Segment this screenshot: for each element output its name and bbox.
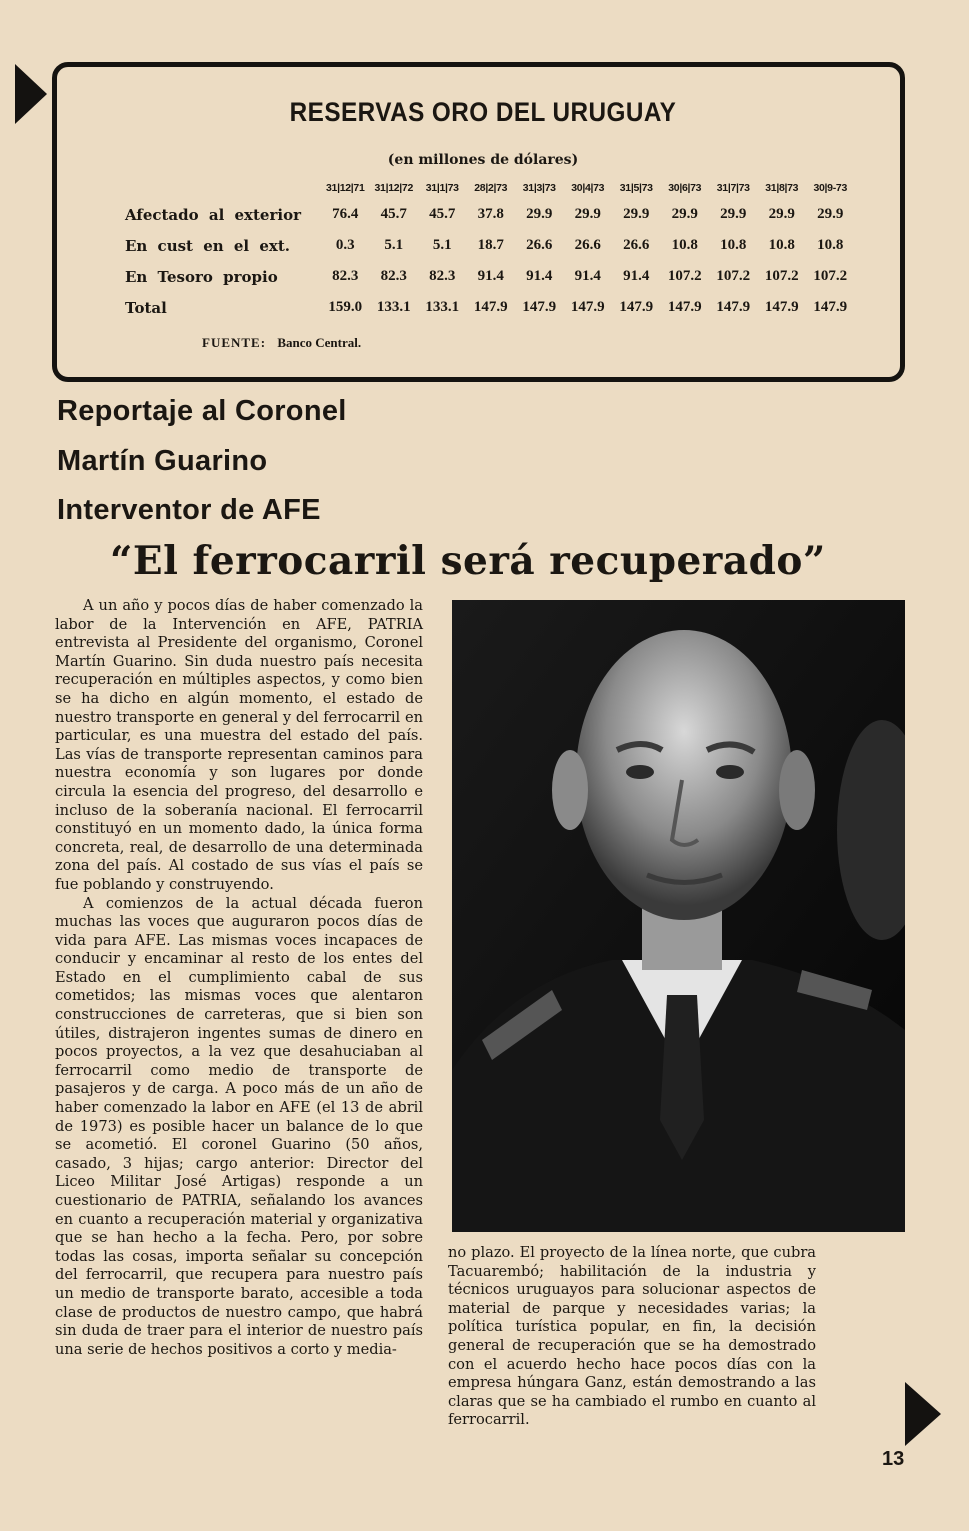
arrow-right-icon xyxy=(905,1382,941,1446)
table-cell: 147.9 xyxy=(813,299,848,315)
table-subtitle: (en millones de dólares) xyxy=(387,152,579,168)
headline-line-1: Reportaje al Coronel xyxy=(57,395,347,427)
date-header: 30|6|73 xyxy=(668,182,702,194)
table-cell: 45.7 xyxy=(380,206,407,222)
reserves-table-box xyxy=(52,62,905,382)
date-header: 28|2|73 xyxy=(474,182,508,194)
table-cell: 10.8 xyxy=(768,237,795,253)
table-cell: 26.6 xyxy=(623,237,650,253)
paragraph: no plazo. El proyecto de la línea norte, que cubra Tacuarembó; habilitación de la industria y técnicos uruguayos para solucionar aspectos de material de parque y necesidades varias; la política turística popular, en fin, la decisión general de recuperación que se ha demostrado con el acuerdo hecho hace pocos días con la empresa húngara Ganz, están demostrando a las claras que se ha cambiado el rumbo en cuanto al ferrocarril. xyxy=(448,1244,816,1429)
date-header: 31|3|73 xyxy=(522,182,556,194)
headline-line-3: Interventor de AFE xyxy=(57,494,321,526)
table-cell: 147.9 xyxy=(764,299,799,315)
table-source xyxy=(202,335,361,351)
table-cell: 147.9 xyxy=(473,299,508,315)
table-cell: 91.4 xyxy=(526,268,553,284)
table-row xyxy=(125,292,855,323)
table-cell: 10.8 xyxy=(817,237,844,253)
arrow-left-icon xyxy=(15,64,47,124)
paragraph: A un año y pocos días de haber comenzado la labor de la Intervención en AFE, PATRIA entrevista al Presidente del organismo, Coronel Martín Guarino. Sin duda nuestro país necesita recuperación en múltiples aspectos, y como bien se ha dicho en algún momento, el estado de nuestro transporte en general y del ferrocarril en particular, es una muestra del estado del país. Las vías de transporte representan caminos para nuestra economía y son lugares por donde circula la esencia del progreso, del desarrollo e incluso de la soberanía nacional. El ferrocarril constituyó en un momento dado, la única forma concreta, real, de desarrollo de una determinada zona del país. Al costado de sus vías el país se fue poblando y construyendo. xyxy=(55,597,423,893)
row-label: En cust en el ext. xyxy=(125,236,290,255)
table-cell: 91.4 xyxy=(574,268,601,284)
table-cell: 147.9 xyxy=(570,299,605,315)
table-cell: 29.9 xyxy=(574,206,601,222)
table-cell: 37.8 xyxy=(477,206,504,222)
table-cell: 82.3 xyxy=(429,268,456,284)
date-header: 31|7|73 xyxy=(716,182,750,194)
article-column-left xyxy=(55,597,423,1359)
date-header: 31|12|72 xyxy=(374,182,413,194)
table-title: RESERVAS ORO DEL URUGUAY xyxy=(289,97,677,127)
table-cell: 82.3 xyxy=(332,268,359,284)
table-row xyxy=(125,230,855,261)
date-header: 31|5|73 xyxy=(619,182,653,194)
table-cell: 29.9 xyxy=(623,206,650,222)
table-cell: 82.3 xyxy=(380,268,407,284)
table-cell: 147.9 xyxy=(667,299,702,315)
source-value: Banco Central. xyxy=(277,335,362,350)
row-label: Afectado al exterior xyxy=(125,205,301,224)
table-cell: 107.2 xyxy=(667,268,702,284)
table-cell: 133.1 xyxy=(425,299,460,315)
date-header: 30|4|73 xyxy=(571,182,605,194)
page-number: 13 xyxy=(882,1448,905,1470)
date-header: 30|9-73 xyxy=(813,182,848,194)
table-cell: 107.2 xyxy=(716,268,751,284)
table-cell: 10.8 xyxy=(671,237,698,253)
table-cell: 29.9 xyxy=(671,206,698,222)
table-cell: 18.7 xyxy=(477,237,504,253)
table-row xyxy=(125,261,855,292)
table-cell: 29.9 xyxy=(817,206,844,222)
table-cell: 107.2 xyxy=(764,268,799,284)
article-column-right xyxy=(448,1244,816,1430)
row-label: Total xyxy=(125,298,167,317)
table-cell: 133.1 xyxy=(376,299,411,315)
table-cell: 5.1 xyxy=(384,237,404,253)
table-row xyxy=(125,199,855,230)
table-cell: 29.9 xyxy=(526,206,553,222)
table-cell: 147.9 xyxy=(619,299,654,315)
table-cell: 5.1 xyxy=(432,237,452,253)
headline-line-2: Martín Guarino xyxy=(57,445,268,477)
table-cell: 0.3 xyxy=(335,237,355,253)
source-label: FUENTE: xyxy=(202,335,267,350)
date-header: 31|1|73 xyxy=(425,182,459,194)
table-cell: 91.4 xyxy=(477,268,504,284)
table-cell: 10.8 xyxy=(720,237,747,253)
table-header-row xyxy=(125,177,855,199)
reserves-table xyxy=(125,177,855,323)
table-cell: 91.4 xyxy=(623,268,650,284)
date-header: 31|8|73 xyxy=(765,182,799,194)
table-cell: 159.0 xyxy=(328,299,363,315)
table-cell: 147.9 xyxy=(716,299,751,315)
table-cell: 147.9 xyxy=(522,299,557,315)
table-cell: 76.4 xyxy=(332,206,359,222)
table-cell: 29.9 xyxy=(768,206,795,222)
header-empty xyxy=(125,177,321,199)
table-cell: 26.6 xyxy=(574,237,601,253)
table-cell: 45.7 xyxy=(429,206,456,222)
article-title: “El ferrocarril será recuperado” xyxy=(110,538,826,584)
table-cell: 29.9 xyxy=(720,206,747,222)
portrait-illustration xyxy=(452,600,905,1232)
date-header: 31|12|71 xyxy=(325,182,365,194)
table-cell: 26.6 xyxy=(526,237,553,253)
paragraph: A comienzos de la actual década fueron muchas las voces que auguraron pocos días de vida para AFE. Las mismas voces incapaces de conducir y encaminar al resto de los entes del Estado en el cumplimiento cabal de sus cometidos; las mismas voces que alentaron construcciones de carreteras, que si bien son útiles, distrajeron ingentes sumas de dinero en pocos proyectos, a la vez que desahuciaban al ferrocarril como medio de transporte de pasajeros y de carga. A poco más de un año de haber comenzado la labor en AFE (el 13 de abril de 1973) es posible hacer un balance de lo que se acometió. El coronel Guarino (50 años, casado, 3 hijas; cargo anterior: Director del Liceo Militar José Artigas) responde a un cuestionario de PATRIA, señalando los avances en cuanto a recuperación material y organizativa que se han hecho a la fecha. Pero, por sobre todas las cosas, importa señalar su concepción del ferrocarril, que recupera para nuestro país un medio de transporte barato, accesible a toda clase de productos de nuestro campo, que habrá sin duda de traer para el interior de nuestro país una serie de hechos positivos a corto y media- xyxy=(55,894,423,1358)
row-label: En Tesoro propio xyxy=(125,267,278,286)
portrait-photo xyxy=(452,600,905,1232)
table-cell: 107.2 xyxy=(813,268,848,284)
